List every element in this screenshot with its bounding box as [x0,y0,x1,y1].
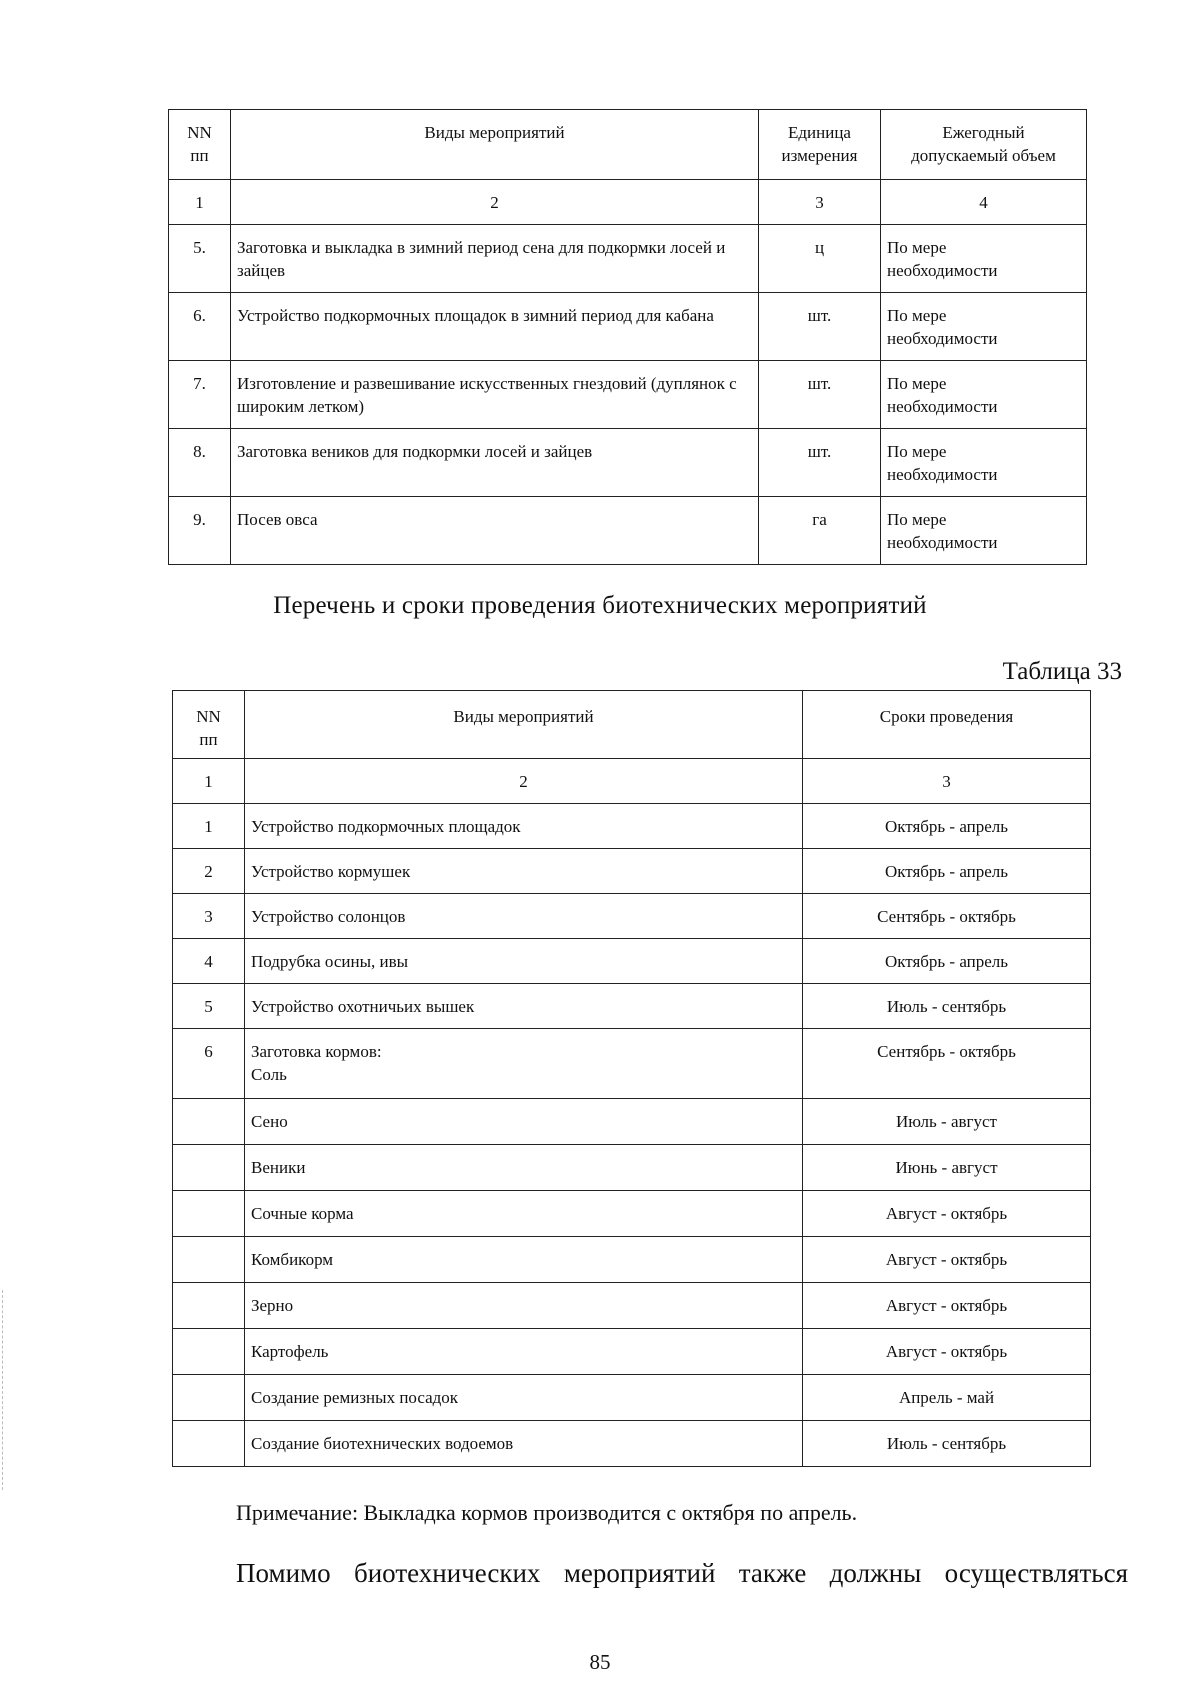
activity-cell: Заготовка и выкладка в зимний период сена для подкормки лосей и зайцев [231,225,759,293]
activity-cell: Устройство охотничьих вышек [245,984,803,1029]
table1-header-unit: Единица измерения [759,110,881,180]
page-number: 85 [589,1650,611,1674]
table1-header-nn: NN пп [169,110,231,180]
table1-colnum: 4 [881,180,1087,225]
activity-cell: Веники [245,1145,803,1191]
activity-cell: Устройство кормушек [245,849,803,894]
activity-cell: Картофель [245,1329,803,1375]
table1-colnum: 2 [231,180,759,225]
table2-header-nn: NN пп [173,691,245,759]
table-row [173,1191,1091,1237]
activity-cell: Сочные корма [245,1191,803,1237]
table2-header-period: Сроки проведения [803,691,1091,759]
table2-colnum: 1 [173,759,245,804]
row-number: 6. [169,293,231,361]
table-note: Примечание: Выкладка кормов производится с октября по апрель. [236,1500,858,1525]
period-cell: Август - октябрь [803,1329,1091,1375]
activity-cell: Устройство солонцов [245,894,803,939]
table-row [169,225,1087,293]
row-number [173,1145,245,1191]
table1-header-activity: Виды мероприятий [231,110,759,180]
row-number: 4 [173,939,245,984]
volume-cell: По мере необходимости [881,225,1087,293]
table-row [173,804,1091,849]
table-caption: Таблица 33 [1002,658,1122,685]
row-number: 3 [173,894,245,939]
period-cell: Август - октябрь [803,1237,1091,1283]
row-number [173,1421,245,1467]
table-row [169,429,1087,497]
table2-header-activity: Виды мероприятий [245,691,803,759]
row-number: 5. [169,225,231,293]
volume-cell: По мере необходимости [881,293,1087,361]
row-number [173,1329,245,1375]
period-cell: Октябрь - апрель [803,939,1091,984]
row-number [173,1191,245,1237]
table1-colnum: 3 [759,180,881,225]
unit-cell: шт. [759,429,881,497]
activity-cell: Изготовление и развешивание искусственных гнездовий (дуплянок с широким летком) [231,361,759,429]
activity-cell: Создание ремизных посадок [245,1375,803,1421]
volume-cell: По мере необходимости [881,361,1087,429]
activity-cell: Комбикорм [245,1237,803,1283]
activities-schedule-table [172,690,1091,1467]
table2-colnum: 2 [245,759,803,804]
period-cell: Октябрь - апрель [803,804,1091,849]
unit-cell: шт. [759,361,881,429]
period-cell: Июль - август [803,1099,1091,1145]
table-row [173,939,1091,984]
table-row [169,361,1087,429]
period-cell: Сентябрь - октябрь [803,1029,1091,1099]
table-row [169,293,1087,361]
activity-cell: Зерно [245,1283,803,1329]
table-row [173,1029,1091,1099]
table-row [173,1421,1091,1467]
row-number: 8. [169,429,231,497]
volume-cell: По мере необходимости [881,497,1087,565]
table-row [169,497,1087,565]
activity-cell: Заготовка веников для подкормки лосей и зайцев [231,429,759,497]
table-row [173,894,1091,939]
table-row [173,1375,1091,1421]
unit-cell: га [759,497,881,565]
row-number: 7. [169,361,231,429]
period-cell: Июль - сентябрь [803,984,1091,1029]
row-number: 5 [173,984,245,1029]
table-row [173,1237,1091,1283]
activity-cell: Устройство подкормочных площадок в зимний период для кабана [231,293,759,361]
period-cell: Сентябрь - октябрь [803,894,1091,939]
table-row [173,984,1091,1029]
scan-edge-mark [2,1290,4,1490]
table2-colnum: 3 [803,759,1091,804]
period-cell: Август - октябрь [803,1283,1091,1329]
period-cell: Октябрь - апрель [803,849,1091,894]
activity-cell: Устройство подкормочных площадок [245,804,803,849]
table-row [173,1329,1091,1375]
row-number [173,1375,245,1421]
table2-column-numbers-row [173,759,1091,804]
activity-cell: Сено [245,1099,803,1145]
section-heading: Перечень и сроки проведения биотехнических мероприятий [273,592,927,619]
volume-cell: По мере необходимости [881,429,1087,497]
period-cell: Июнь - август [803,1145,1091,1191]
table-row [173,849,1091,894]
table-row [173,1145,1091,1191]
activity-cell: Подрубка осины, ивы [245,939,803,984]
unit-cell: шт. [759,293,881,361]
table2-header-row [173,691,1091,759]
activity-cell: Создание биотехнических водоемов [245,1421,803,1467]
activity-cell: Посев овса [231,497,759,565]
body-paragraph: Помимо биотехнических мероприятий также должны осуществляться [236,1558,1128,1588]
period-cell: Апрель - май [803,1375,1091,1421]
activity-cell: Заготовка кормов: Соль [245,1029,803,1099]
period-cell: Июль - сентябрь [803,1421,1091,1467]
row-number [173,1099,245,1145]
period-cell: Август - октябрь [803,1191,1091,1237]
table-row [173,1099,1091,1145]
table1-header-volume: Ежегодный допускаемый объем [881,110,1087,180]
table1-header-row [169,110,1087,180]
unit-cell: ц [759,225,881,293]
row-number [173,1237,245,1283]
table1-column-numbers-row [169,180,1087,225]
row-number: 6 [173,1029,245,1099]
row-number [173,1283,245,1329]
row-number: 2 [173,849,245,894]
row-number: 1 [173,804,245,849]
activities-volume-table [168,109,1087,565]
row-number: 9. [169,497,231,565]
table-row [173,1283,1091,1329]
table1-colnum: 1 [169,180,231,225]
